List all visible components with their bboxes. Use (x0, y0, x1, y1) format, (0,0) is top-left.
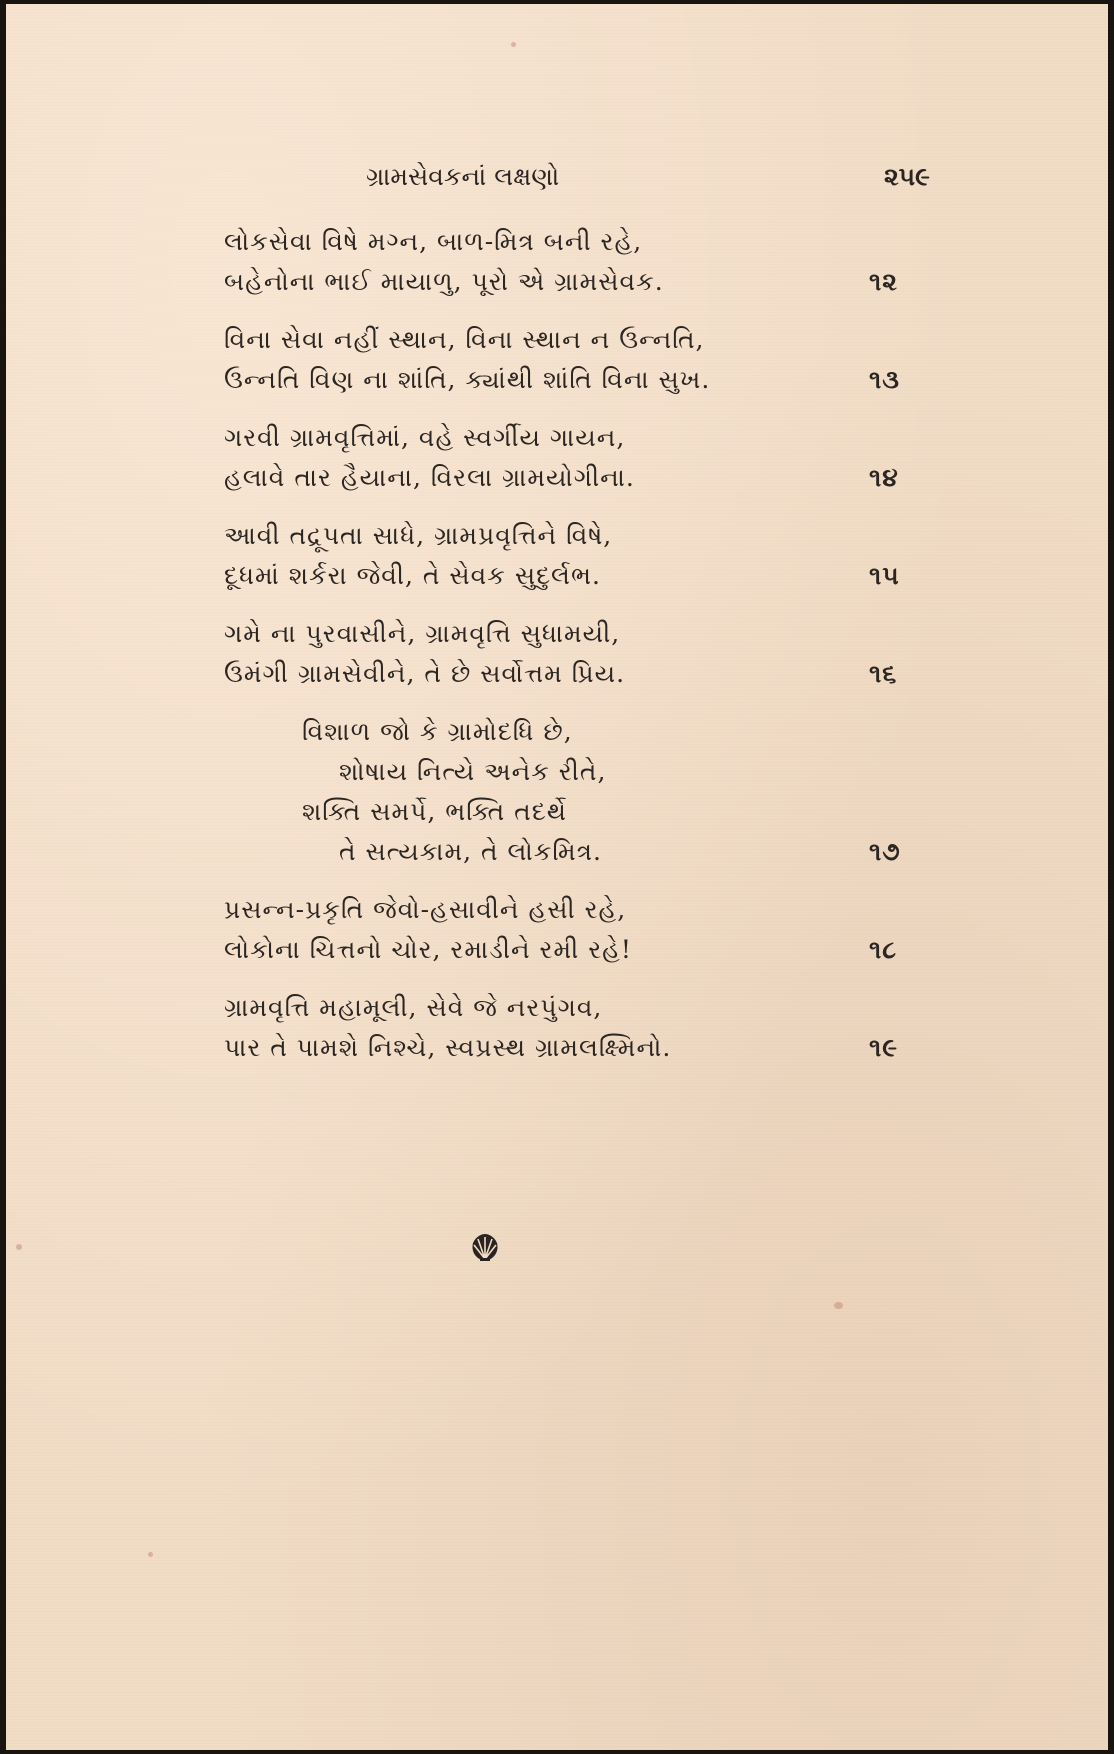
verse-number: ૧૯ (869, 1033, 899, 1062)
verse-line (224, 654, 1044, 694)
verse-text: ગમે ના પુરવાસીને, ગ્રામવૃત્તિ સુધામયી, (224, 619, 621, 648)
verse-line (224, 458, 1044, 498)
verse-number: ૧૬ (869, 659, 898, 688)
verse-text: વિશાળ જો કે ગ્રામોદધિ છે, (302, 717, 573, 746)
page-header (6, 154, 1108, 194)
verse-line (224, 556, 1044, 596)
book-page (6, 4, 1108, 1750)
verse-line (224, 360, 1044, 400)
verse-line (224, 262, 1044, 302)
verse-text: પ્રસન્ન-પ્રકૃતિ જેવો-હસાવીને હસી રહે, (224, 895, 627, 924)
verse-line (224, 832, 1044, 872)
paper-stain (148, 1552, 153, 1557)
verse-text: પાર તે પામશે નિશ્ચે, સ્વપ્રસ્થ ગ્રામલક્ષ્મિનો. (224, 1033, 672, 1062)
verse-text: વિના સેવા નહીં સ્થાન, વિના સ્થાન ન ઉન્નતિ, (224, 325, 705, 354)
verse-line (224, 890, 1044, 930)
running-head: ગ્રામસેવકનાં લક્ષણો (366, 162, 560, 191)
verse-text: દૂધમાં શર્કરા જેવી, તે સેવક સુદુર્લભ. (224, 561, 601, 590)
verse-line (224, 614, 1044, 654)
poem-body (224, 222, 1044, 1068)
verse-line (224, 222, 1044, 262)
verse-text: ગરવી ગ્રામવૃત્તિમાં, વહે સ્વર્ગીય ગાયન, (224, 423, 626, 452)
verse-text: હલાવે તાર હૈયાના, વિરલા ગ્રામયોગીના. (224, 463, 635, 492)
verse-number: ૧૩ (869, 365, 900, 394)
page-number: ૨૫૯ (884, 162, 930, 191)
verse-number: ૧૪ (869, 463, 899, 492)
verse-line (224, 712, 1044, 752)
paper-stain (511, 42, 516, 47)
verse-line (224, 930, 1044, 970)
verse-line (224, 418, 1044, 458)
verse-line (224, 752, 1044, 792)
verse-text: શક્તિ સમર્પે, ભક્તિ તદર્થે (302, 797, 567, 826)
verse-line (224, 1028, 1044, 1068)
verse-text: તે સત્યકામ, તે લોકમિત્ર. (339, 837, 602, 866)
verse-text: ગ્રામવૃત્તિ મહામૂલી, સેવે જે નરપુંગવ, (224, 993, 603, 1022)
verse-number: ૧૮ (869, 935, 898, 964)
shell-ornament-icon (469, 1232, 501, 1264)
verse-text: ઉન્નતિ વિણ ના શાંતિ, ક્યાંથી શાંતિ વિના સુખ. (224, 365, 711, 394)
verse-text: લોકસેવા વિષે મગ્ન, બાળ-મિત્ર બની રહે, (224, 227, 643, 256)
paper-stain (834, 1302, 843, 1309)
verse-text: બહેનોના ભાઈ માયાળુ, પૂરો એ ગ્રામસેવક. (224, 267, 664, 296)
verse-number: ૧૭ (869, 837, 901, 866)
verse-line (224, 988, 1044, 1028)
verse-text: શોષાય નિત્યે અનેક રીતે, (339, 757, 607, 786)
verse-line (224, 320, 1044, 360)
verse-number: ૧૨ (869, 267, 898, 296)
verse-text: આવી તદ્રૂપતા સાધે, ગ્રામપ્રવૃત્તિને વિષે, (224, 521, 613, 550)
verse-number: ૧૫ (869, 561, 900, 590)
verse-text: લોકોના ચિત્તનો ચોર, રમાડીને રમી રહે! (224, 935, 632, 964)
verse-line (224, 516, 1044, 556)
paper-stain (16, 1244, 22, 1250)
verse-text: ઉમંગી ગ્રામસેવીને, તે છે સર્વોત્તમ પ્રિય. (224, 659, 626, 688)
verse-line (224, 792, 1044, 832)
